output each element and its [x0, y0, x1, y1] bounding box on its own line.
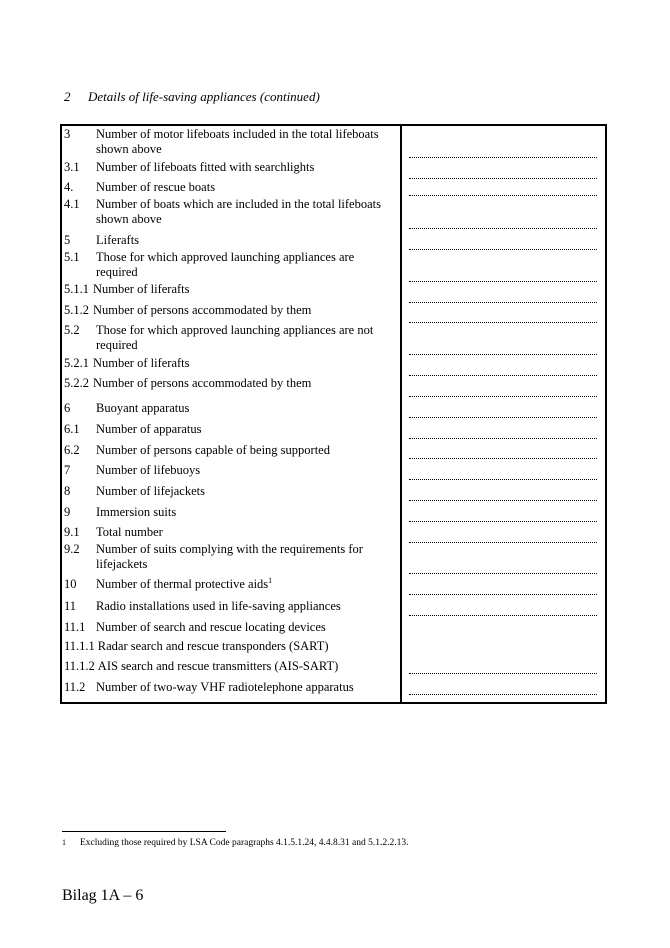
answer-field[interactable] [409, 417, 597, 418]
footnote-reference: 1 [268, 575, 273, 585]
item-number: 11.1.1 [64, 639, 95, 653]
item-row [64, 376, 394, 391]
answer-field[interactable] [409, 458, 597, 459]
item-number: 5.2.1 [64, 356, 89, 370]
item-number: 3.1 [64, 160, 80, 174]
item-number: 11.2 [64, 680, 86, 694]
item-row [64, 180, 394, 195]
item-number: 5.1.1 [64, 282, 89, 296]
item-row [64, 599, 394, 614]
item-label: Number of persons accommodated by them [93, 376, 312, 390]
item-number: 6 [64, 401, 71, 415]
item-row [64, 659, 394, 674]
item-label: Number of motor lifeboats included in the total lifeboats shown above [96, 127, 379, 156]
section-title: Details of life-saving appliances (continued) [88, 89, 320, 104]
item-label: Those for which approved launching appliances are required [96, 250, 355, 279]
item-label: Number of two-way VHF radiotelephone apparatus [96, 680, 354, 694]
item-number: 9.1 [64, 525, 80, 539]
item-row [64, 577, 394, 592]
item-row [64, 127, 394, 157]
item-row [64, 356, 394, 371]
item-row [64, 282, 394, 297]
item-row [64, 639, 394, 654]
answer-field[interactable] [409, 375, 597, 376]
item-row [64, 303, 394, 318]
item-label: Number of apparatus [96, 422, 202, 436]
item-number: 5.1.2 [64, 303, 89, 317]
item-row [64, 422, 394, 437]
item-number: 5.2 [64, 323, 80, 337]
item-label: Buoyant apparatus [96, 401, 190, 415]
answer-field[interactable] [409, 615, 597, 616]
item-label: Number of liferafts [93, 356, 190, 370]
answer-field[interactable] [409, 354, 597, 355]
item-number: 9 [64, 505, 71, 519]
item-number: 10 [64, 577, 77, 591]
answer-field[interactable] [409, 573, 597, 574]
footnote-text: Excluding those required by LSA Code paragraphs 4.1.5.1.24, 4.4.8.31 and 5.1.2.2.13. [80, 838, 409, 848]
answer-field[interactable] [409, 322, 597, 323]
item-number: 3 [64, 127, 71, 141]
item-row [64, 463, 394, 478]
answer-field[interactable] [409, 438, 597, 439]
page-footer: Bilag 1A – 6 [62, 887, 144, 904]
item-row [64, 197, 394, 227]
item-number: 11 [64, 599, 77, 613]
item-label: AIS search and rescue transmitters (AIS-SART) [97, 659, 339, 673]
item-label: Immersion suits [96, 505, 177, 519]
answer-field[interactable] [409, 479, 597, 480]
item-row [64, 233, 394, 248]
item-number: 8 [64, 484, 71, 498]
answer-field[interactable] [409, 249, 597, 250]
answer-field[interactable] [409, 178, 597, 179]
item-label: Number of lifejackets [96, 484, 205, 498]
item-label: Number of persons capable of being supported [96, 443, 330, 457]
item-label: Number of boats which are included in the total lifeboats shown above [96, 197, 381, 226]
item-label: Number of liferafts [93, 282, 190, 296]
item-label: Liferafts [96, 233, 140, 247]
item-row [64, 160, 394, 175]
item-number: 6.1 [64, 422, 80, 436]
item-label: Number of lifeboats fitted with searchlights [96, 160, 315, 174]
answer-field[interactable] [409, 228, 597, 229]
item-label: Number of search and rescue locating devices [96, 620, 326, 634]
item-number: 4.1 [64, 197, 80, 211]
item-row [64, 620, 394, 635]
answer-field[interactable] [409, 302, 597, 303]
column-divider [400, 126, 402, 702]
item-row [64, 505, 394, 520]
section-heading [64, 89, 320, 105]
answer-field[interactable] [409, 157, 597, 158]
answer-field[interactable] [409, 542, 597, 543]
item-row [64, 401, 394, 416]
footnote-mark: 1 [62, 838, 66, 847]
item-row [64, 680, 394, 695]
item-row [64, 525, 394, 540]
item-label: Radar search and rescue transponders (SART) [97, 639, 329, 653]
item-label: Number of lifebuoys [96, 463, 201, 477]
item-label: Number of rescue boats [96, 180, 216, 194]
appliances-form-table [60, 124, 607, 704]
answer-field[interactable] [409, 521, 597, 522]
footnote [62, 838, 409, 848]
item-row [64, 484, 394, 499]
answer-field[interactable] [409, 281, 597, 282]
item-row [64, 443, 394, 458]
answer-field[interactable] [409, 500, 597, 501]
footnote-separator [62, 831, 226, 832]
section-number: 2 [64, 89, 71, 104]
item-number: 11.1.2 [64, 659, 95, 673]
item-number: 5.1 [64, 250, 80, 264]
item-number: 5 [64, 233, 71, 247]
item-label-text: Number of thermal protective aids [96, 577, 269, 591]
item-number: 7 [64, 463, 71, 477]
item-label: Those for which approved launching appliances are not required [96, 323, 374, 352]
item-number: 6.2 [64, 443, 80, 457]
item-number: 11.1 [64, 620, 86, 634]
item-row [64, 323, 394, 353]
item-label: Radio installations used in life-saving appliances [96, 599, 341, 613]
item-row [64, 542, 394, 572]
answer-field[interactable] [409, 195, 597, 196]
item-label: Number of suits complying with the requirements for lifejackets [96, 542, 363, 571]
item-row [64, 250, 394, 280]
answer-field[interactable] [409, 396, 597, 397]
item-label [96, 577, 394, 592]
answer-field[interactable] [409, 694, 597, 695]
item-label: Number of persons accommodated by them [93, 303, 312, 317]
item-number: 5.2.2 [64, 376, 89, 390]
item-number: 9.2 [64, 542, 80, 556]
item-number: 4. [64, 180, 74, 194]
answer-field[interactable] [409, 673, 597, 674]
item-label: Total number [96, 525, 163, 539]
answer-field[interactable] [409, 594, 597, 595]
